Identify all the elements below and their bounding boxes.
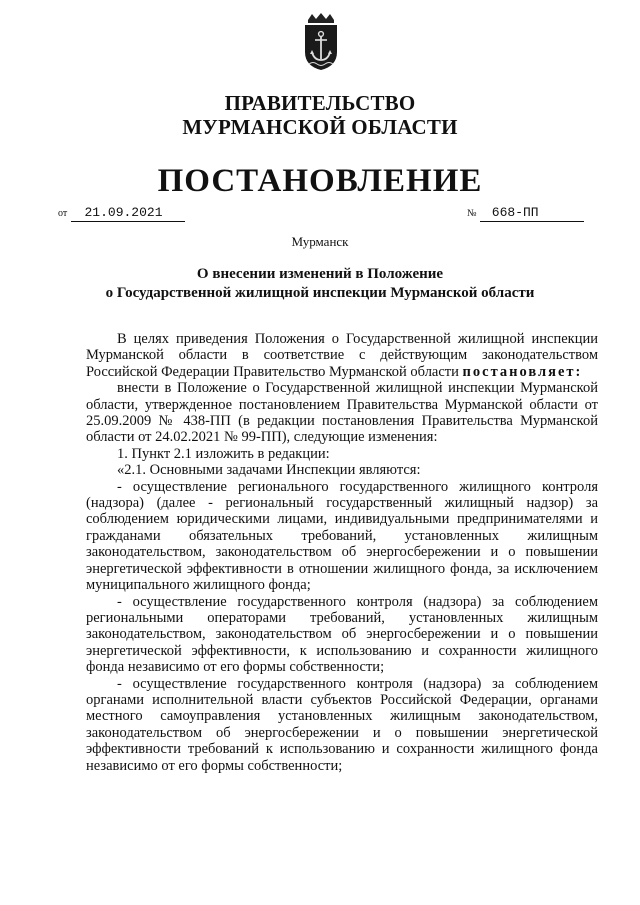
org-name-line2: МУРМАНСКОЙ ОБЛАСТИ <box>182 115 458 139</box>
subject-line1: О внесении изменений в Положение <box>196 266 444 282</box>
date-field <box>58 204 185 222</box>
paragraph-preamble <box>86 331 598 380</box>
paragraph-item-1: 1. Пункт 2.1 изложить в редакции: <box>117 445 330 462</box>
document-date: 21.09.2021 <box>71 205 185 222</box>
subject-line2: о Государственной жилищной инспекции Мурманской области <box>105 285 535 301</box>
number-field <box>467 204 584 222</box>
paragraph-task-3: - осуществление государственного контроля (надзора) за соблюдением органами исполнительной власти субъектов Российской Федерации, органами местного самоуправления установленных жилищным законодательством, законодательством об энергосбережении и о повышении энергетической эффективности требований к использованию и сохранности жилищного фонда независимо от его формы собственности; <box>86 675 598 774</box>
preamble-text: В целях приведения Положения о Государственной жилищной инспекции Мурманской области в соответствие с действующим законодательством Российской Федерации Правительство Мурманской области <box>86 331 598 380</box>
date-prefix: от <box>58 208 68 219</box>
paragraph-amendment: внести в Положение о Государственной жилищной инспекции Мурманской области, утвержденное постановлением Правительства Мурманской области от 25.09.2009 № 438-ПП (в редакции постановления Правительства Мурманской области от 24.02.2021 № 99-ПП), следующие изменения: <box>86 380 598 446</box>
resolution-keyword: постановляет: <box>462 363 583 380</box>
document-number: 668-ПП <box>480 205 584 222</box>
document-body <box>86 331 598 774</box>
org-name-line1: ПРАВИТЕЛЬСТВО <box>224 91 416 115</box>
coat-of-arms-icon <box>301 12 341 72</box>
city-name: Мурманск <box>291 234 349 249</box>
paragraph-task-2: - осуществление государственного контроля (надзора) за соблюдением региональными операторами требований, установленных жилищным законодательством, законодательством об энергосбережении и о повышении энергетической эффективности, к использованию и сохранности жилищного фонда независимо от его формы собственности; <box>86 593 598 676</box>
paragraph-task-1: - осуществление регионального государственного жилищного контроля (надзора) (далее - региональный государственный жилищный надзор) за соблюдением юридическими лицами, индивидуальными предпринимателями и гражданами обязательных требований, установленных жилищным законодательством, законодательством об энергосбережении и о повышении энергетической эффективности в отношении жилищного фонда, за исключением муниципального жилищного фонда; <box>86 478 598 594</box>
document-type-title: ПОСТАНОВЛЕНИЕ <box>157 163 483 199</box>
paragraph-section-2-1: «2.1. Основными задачами Инспекции являются: <box>117 462 421 479</box>
number-prefix: № <box>467 208 477 219</box>
